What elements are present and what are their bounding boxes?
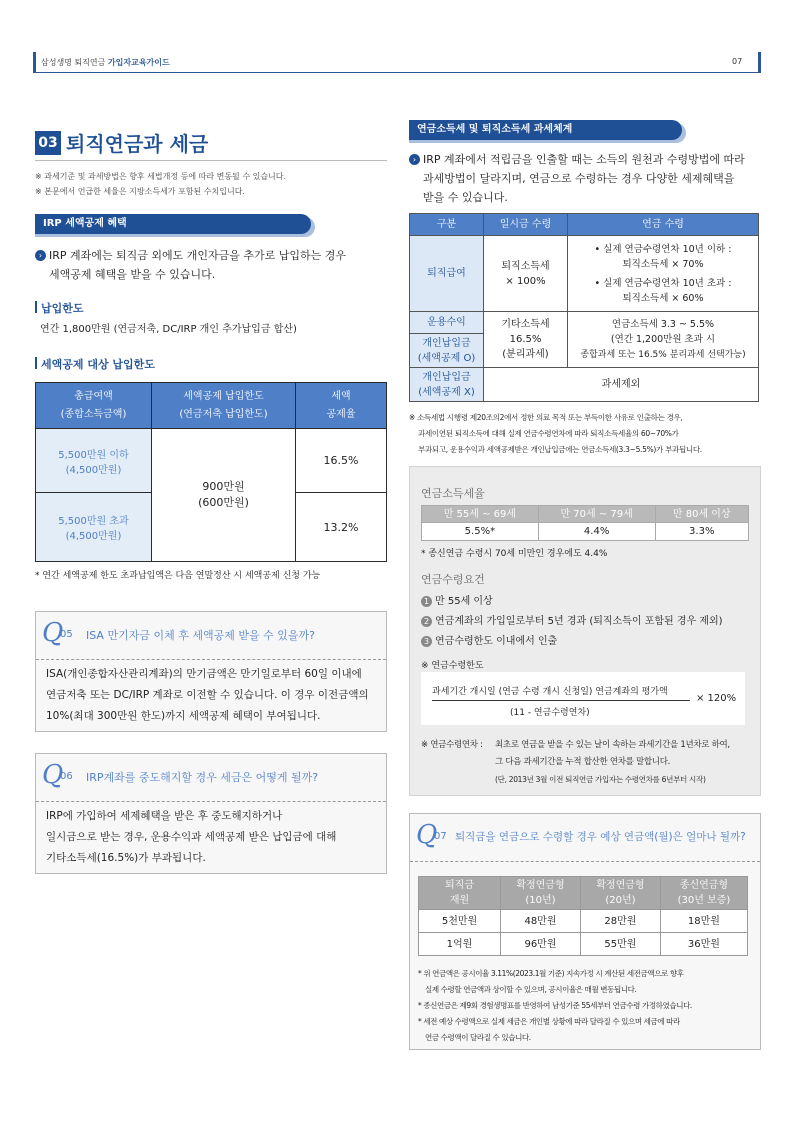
section-note-2: ※ 본문에서 언급한 세율은 지방소득세가 포함된 수치입니다. <box>35 187 245 196</box>
table-cell: 퇴직소득세 × 100% <box>484 236 568 312</box>
limit-title: 납입한도 <box>41 302 84 315</box>
req-item-3: 3 연금수령한도 이내에서 인출 <box>421 632 557 647</box>
q05-box <box>35 611 387 732</box>
arrow-icon: › <box>35 250 46 261</box>
q05-number: 05 <box>60 629 73 640</box>
rate-head: 만 80세 이상 <box>655 506 749 523</box>
page-title: 퇴직연금과 세금 <box>66 132 209 156</box>
table-cell: 96만원 <box>501 933 581 956</box>
section-note-1: ※ 과세기준 및 과세방법은 향후 세법개정 등에 따라 변동될 수 있습니다. <box>35 172 287 181</box>
table-cell: 18만원 <box>660 910 747 933</box>
rate-head: 만 70세 ~ 79세 <box>538 506 655 523</box>
q06-title: IRP계좌를 중도해지할 경우 세금은 어떻게 될까? <box>86 771 319 784</box>
q-icon: Q <box>42 618 64 648</box>
q05-header <box>36 612 386 660</box>
col-header-pension: 연금 수령 <box>568 214 759 236</box>
subheading-bar <box>35 357 37 369</box>
tax-system-table <box>409 213 759 402</box>
header-divider <box>33 72 761 73</box>
q06-box <box>35 753 387 874</box>
irp-bullet-line-2: 세액공제 혜택을 받을 수 있습니다. <box>49 268 216 281</box>
number-3-icon: 3 <box>421 636 432 647</box>
row-label-retirement: 퇴직급여 <box>410 236 484 312</box>
table-cell: 1억원 <box>419 933 501 956</box>
pension-year-definition: 최초로 연금을 받을 수 있는 날이 속하는 과세기간을 1년차로 하여, 그 다음 과세기간을 누적 합산한 연차를 말합니다. (단, 2013년 3월 이전 퇴직연금 가입자는 수령연차를 6년부터 시작) <box>495 740 730 784</box>
rate-value: 5.5%* <box>422 523 539 541</box>
table-cell: 13.2% <box>296 493 387 562</box>
irp-deduction-table <box>35 382 387 562</box>
row-label-returns: 운용수익 <box>410 312 484 334</box>
q-icon: Q <box>42 760 64 790</box>
rate-title: 연금소득세율 <box>421 487 485 500</box>
tax-heading: 연금소득세 및 퇴직소득세 과세체계 <box>409 120 682 140</box>
col-header-lump: 일시금 수령 <box>484 214 568 236</box>
pension-rate-table <box>421 505 749 541</box>
col-header: 종신연금형 (30년 보증) <box>660 877 747 910</box>
section-divider <box>35 160 387 161</box>
page-number: 07 <box>732 57 743 66</box>
section-number: 03 <box>35 131 61 155</box>
table-cell: 36만원 <box>660 933 747 956</box>
table-cell: 16.5% <box>296 429 387 493</box>
q-icon: Q <box>416 820 438 850</box>
col-header: 퇴직금 재원 <box>419 877 501 910</box>
req-item-2: 2 연금계좌의 가입일로부터 5년 경과 (퇴직소득이 포함된 경우 제외) <box>421 612 723 627</box>
irp-bullet-line-1: › IRP 계좌에는 퇴직금 외에도 개인자금을 추가로 납입하는 경우 <box>35 246 346 265</box>
formula-multiplier: × 120% <box>696 693 737 704</box>
irp-heading: IRP 세액공제 혜택 <box>35 214 311 234</box>
col-header-limit: 세액공제 납입한도 (연금저축 납입한도) <box>152 383 296 429</box>
table-cell: 55만원 <box>580 933 660 956</box>
limit-text: 연간 1,800만원 (연금저축, DC/IRP 개인 추가납입금 합산) <box>40 324 297 335</box>
rate-note: * 종신연금 수령시 70세 미만인 경우에도 4.4% <box>421 549 608 559</box>
table-cell: 48만원 <box>501 910 581 933</box>
row-label-contrib-x: 개인납입금 (세액공제 X) <box>410 368 484 402</box>
q07-header <box>410 814 760 862</box>
col-header-rate: 세액 공제율 <box>296 383 387 429</box>
table-cell: 5,500만원 이하 (4,500만원) <box>36 429 152 493</box>
col-header: 확정연금형 (10년) <box>501 877 581 910</box>
formula-line <box>432 700 690 701</box>
table-cell: 5,500만원 초과 (4,500만원) <box>36 493 152 562</box>
q07-notes: * 위 연금액은 공시이율 3.11%(2023.1월 기준) 지속가정 시 계산된 세전금액으로 향후 실제 수령할 연금액과 상이할 수 있으며, 공시이율은 매월 변동됩니다. * 종신연금은 제9회 경험생명표를 반영하여 남성기준 55세부터 연금수령 가정하였습니다. * 세전 예상 수령액으로 실제 세금은 개인별 상황에 따라 달라질 수 있으며 세금에 따라 연금 수령액이 달라질 수 있습니다. <box>418 969 692 1042</box>
q07-title: 퇴직금을 연금으로 수령할 경우 예상 연금액(월)은 얼마나 될까? <box>455 831 746 843</box>
header-title <box>41 57 170 68</box>
rate-value: 3.3% <box>655 523 749 541</box>
arrow-icon: › <box>409 154 420 165</box>
number-2-icon: 2 <box>421 616 432 627</box>
header-brand: 삼성생명 퇴직연금 <box>41 58 106 67</box>
q05-answer: ISA(개인종합자산관리계좌)의 만기금액은 만기일로부터 60일 이내에 연금저축 또는 DC/IRP 계좌로 이전할 수 있습니다. 이 경우 이전금액의 10%(최대 300만원 한도)까지 세액공제 혜택이 부여됩니다. <box>46 668 369 722</box>
header-bar-right <box>758 52 761 72</box>
table-cell: 과세제외 <box>484 368 759 402</box>
tax-bullet-line-1: › IRP 계좌에서 적립금을 인출할 때는 소득의 원천과 수령방법에 따라 <box>409 150 745 169</box>
header-guide: 가입자교육가이드 <box>107 58 170 67</box>
pension-estimate-table <box>418 876 748 956</box>
number-1-icon: 1 <box>421 596 432 607</box>
formula-denominator: (11 - 연금수령연차) <box>510 708 590 718</box>
formula-numerator: 과세기간 개시일 (연금 수령 개시 신청일) 연금계좌의 평가액 <box>432 687 668 697</box>
table-cell: 연금소득세 3.3 ~ 5.5% (연간 1,200만원 초과 시 종합과세 또는 16.5% 분리과세 선택가능) <box>568 312 759 368</box>
row-label-contrib-o: 개인납입금 (세액공제 O) <box>410 334 484 368</box>
header-bar-left <box>33 52 36 72</box>
table-cell: 5천만원 <box>419 910 501 933</box>
deduct-title: 세액공제 대상 납입한도 <box>41 358 155 371</box>
col-header-type: 구분 <box>410 214 484 236</box>
q06-number: 06 <box>60 771 73 782</box>
irp-table-footnote: * 연간 세액공제 한도 초과납입액은 다음 연말정산 시 세액공제 신청 가능 <box>35 571 321 581</box>
req-item-1: 1 만 55세 이상 <box>421 592 493 607</box>
tax-bullet-line-3: 받을 수 있습니다. <box>423 191 508 204</box>
col-header-income: 총급여액 (종합소득금액) <box>36 383 152 429</box>
table-cell: 28만원 <box>580 910 660 933</box>
q06-header <box>36 754 386 802</box>
q06-answer: IRP에 가입하여 세제혜택을 받은 후 중도해지하거나 일시금으로 받는 경우, 운용수익과 세액공제 받은 납입금에 대해 기타소득세(16.5%)가 부과됩니다. <box>46 810 337 864</box>
limit-formula-title: ※ 연금수령한도 <box>421 661 484 671</box>
def-label: ※ 연금수령연차 : <box>421 740 483 750</box>
req-title: 연금수령요건 <box>421 573 485 586</box>
subheading-bar <box>35 301 37 313</box>
rate-head: 만 55세 ~ 69세 <box>422 506 539 523</box>
tax-note: ※ 소득세법 시행령 제20조의2에서 정한 의료 목적 또는 부득이한 사유로 인출하는 경우, 과세이연된 퇴직소득에 대해 실제 연금수령연차에 따라 퇴직소득세율의 60~70%가 부과되고, 운용수익과 세액공제받은 개인납입금에는 연금소득세(3.3~5.5%)가 부과됩니다. <box>409 413 702 454</box>
q07-number: 07 <box>434 831 447 842</box>
col-header: 확정연금형 (20년) <box>580 877 660 910</box>
table-cell: 900만원 (600만원) <box>152 429 296 562</box>
tax-bullet-line-2: 과세방법이 달라지며, 연금으로 수령하는 경우 다양한 세제혜택을 <box>423 172 735 185</box>
table-cell: 기타소득세 16.5% (분리과세) <box>484 312 568 368</box>
table-cell: • 실제 연금수령연차 10년 이하 : 퇴직소득세 × 70% • 실제 연금수령연차 10년 초과 : 퇴직소득세 × 60% <box>568 236 759 312</box>
rate-value: 4.4% <box>538 523 655 541</box>
q05-title: ISA 만기자금 이체 후 세액공제 받을 수 있을까? <box>86 629 315 642</box>
